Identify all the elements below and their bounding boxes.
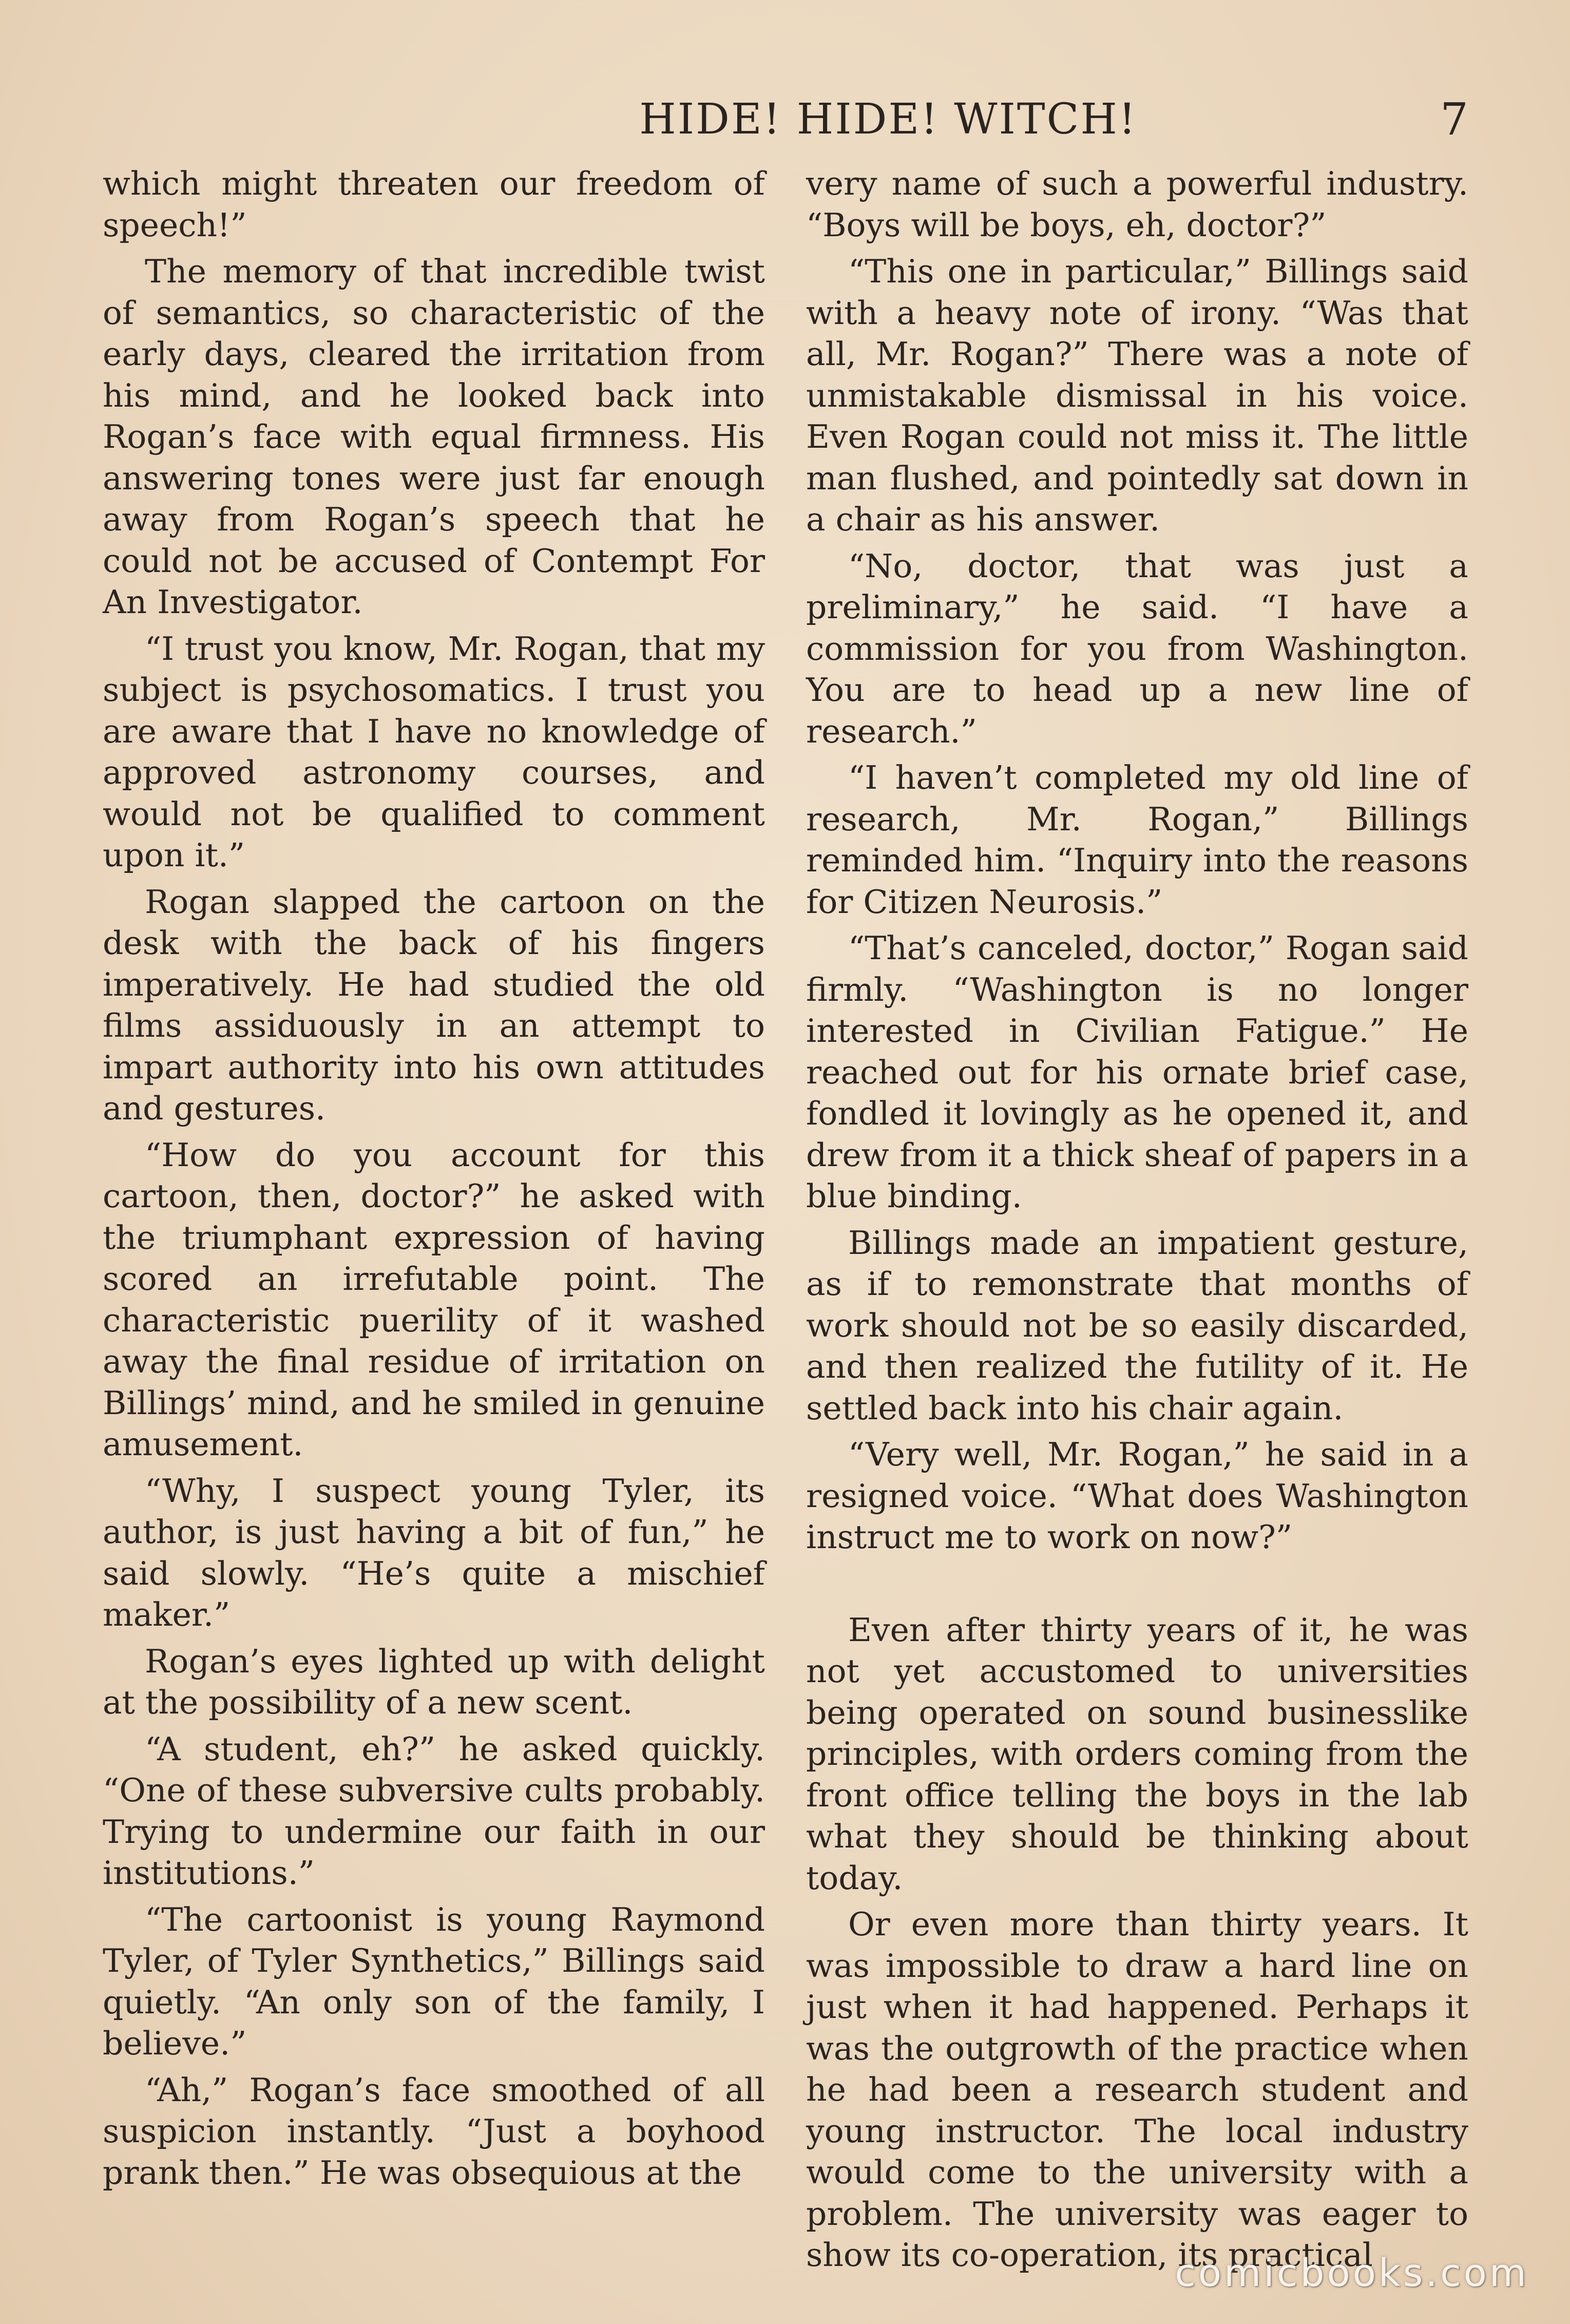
page-header	[103, 91, 1489, 148]
paragraph: Rogan slapped the cartoon on the desk with the back of his fingers imperatively. He had studied the old films assiduously in an attempt to impart authority into his own attitudes and gestures.	[103, 883, 765, 1127]
right-column	[806, 163, 1468, 2281]
paragraph: “How do you account for this cartoon, then, doctor?” he asked with the triumphant expression of having scored an irrefutable point. The characteristic puerility of it washed away the final residue of irritation on Billings’ mind, and he smiled in genuine amusement.	[103, 1136, 765, 1463]
paragraph: “No, doctor, that was just a preliminary,” he said. “I have a commission for you from Washington. You are to head up a new line of research.”	[806, 547, 1468, 750]
paragraph: which might threaten our freedom of speech!”	[103, 165, 765, 244]
watermark-logo: comicbooks.com	[1175, 2251, 1529, 2295]
running-title: HIDE! HIDE! WITCH!	[639, 95, 1137, 144]
paragraph: Billings made an impatient gesture, as if to remonstrate that months of work should not be so easily discarded, and then realized the futility of it. He settled back into his chair again.	[806, 1224, 1468, 1427]
page-number: 7	[1440, 94, 1468, 145]
paragraph: “Ah,” Rogan’s face smoothed of all suspicion instantly. “Just a boyhood prank then.” He was obsequious at the	[103, 2071, 765, 2192]
paragraph: “Why, I suspect young Tyler, its author, is just having a bit of fun,” he said slowly. “He’s quite a mischief maker.”	[103, 1472, 765, 1633]
paragraph: “I trust you know, Mr. Rogan, that my subject is psychosomatics. I trust you are aware that I have no knowledge of approved astronomy courses, and would not be qualified to comment upon it.”	[103, 630, 765, 874]
paragraph: Or even more than thirty years. It was impossible to draw a hard line on just when it had happened. Perhaps it was the outgrowth of the practice when he had been a research student and young instructor. The local industry would come to the university with a problem. The university was eager to show its co-operation, its practical	[806, 1906, 1468, 2274]
paragraph: “The cartoonist is young Raymond Tyler, of Tyler Synthetics,” Billings said quietly. “An only son of the family, I believe.”	[103, 1900, 765, 2062]
paragraph: Rogan’s eyes lighted up with delight at the possibility of a new scent.	[103, 1642, 765, 1721]
paragraph: The memory of that incredible twist of semantics, so characteristic of the early days, cleared the irritation from his mind, and he looked back into Rogan’s face with equal firmness. His answering tones were just far enough away from Rogan’s speech that he could not be accused of Contempt For An Investigator.	[103, 253, 765, 621]
paragraph: “A student, eh?” he asked quickly. “One of these subversive cults probably. Trying to undermine our faith in our institutions.”	[103, 1730, 765, 1892]
paragraph: “That’s canceled, doctor,” Rogan said firmly. “Washington is no longer interested in Civilian Fatigue.” He reached out for his ornate brief case, fondled it lovingly as he opened it, and drew from it a thick sheaf of papers in a blue binding.	[806, 929, 1468, 1215]
paragraph: “Very well, Mr. Rogan,” he said in a resigned voice. “What does Washington instruct me to work on now?”	[806, 1436, 1468, 1556]
paragraph: “I haven’t completed my old line of research, Mr. Rogan,” Billings reminded him. “Inquiry into the reasons for Citizen Neurosis.”	[806, 759, 1468, 921]
left-column	[103, 163, 765, 2199]
paragraph: very name of such a powerful industry. “Boys will be boys, eh, doctor?”	[806, 165, 1468, 244]
paragraph: “This one in particular,” Billings said with a heavy note of irony. “Was that all, Mr. Rogan?” There was a note of unmistakable dismissal in his voice. Even Rogan could not miss it. The little man flushed, and pointedly sat down in a chair as his answer.	[806, 253, 1468, 538]
paragraph: Even after thirty years of it, he was not yet accustomed to universities being operated on sound businesslike principles, with orders coming from the front office telling the boys in the lab what they should be thinking about today.	[806, 1611, 1468, 1897]
